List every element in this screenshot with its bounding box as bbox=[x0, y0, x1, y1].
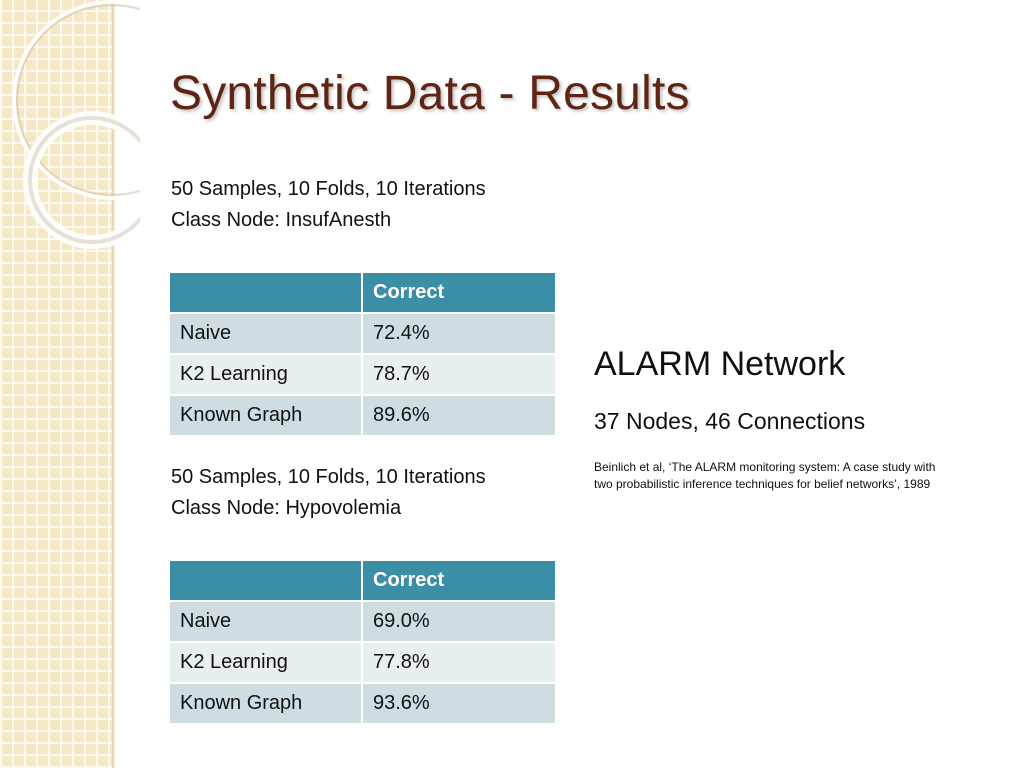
network-title: ALARM Network bbox=[594, 345, 846, 383]
table-header-row bbox=[169, 272, 556, 313]
table-row bbox=[169, 395, 556, 436]
experiment-2-class-node: Class Node: Hypovolemia bbox=[171, 497, 402, 519]
network-stats: 37 Nodes, 46 Connections bbox=[594, 408, 866, 434]
header-method bbox=[169, 272, 362, 313]
header-method bbox=[169, 560, 362, 601]
experiment-1-info bbox=[171, 174, 486, 236]
method-cell: Naive bbox=[169, 601, 362, 642]
header-correct: Correct bbox=[362, 560, 556, 601]
slide-title: Synthetic Data - Results bbox=[170, 67, 690, 120]
results-table-insufanesth bbox=[168, 271, 557, 437]
correct-cell: 77.8% bbox=[362, 642, 556, 683]
experiment-2-setup: 50 Samples, 10 Folds, 10 Iterations bbox=[171, 466, 486, 488]
correct-cell: 78.7% bbox=[362, 354, 556, 395]
decorative-rings bbox=[0, 0, 140, 260]
correct-cell: 72.4% bbox=[362, 313, 556, 354]
method-cell: Known Graph bbox=[169, 395, 362, 436]
correct-cell: 69.0% bbox=[362, 601, 556, 642]
results-table-hypovolemia bbox=[168, 559, 557, 725]
method-cell: Known Graph bbox=[169, 683, 362, 724]
table-header-row bbox=[169, 560, 556, 601]
experiment-1-class-node: Class Node: InsufAnesth bbox=[171, 209, 392, 231]
table-row bbox=[169, 601, 556, 642]
method-cell: K2 Learning bbox=[169, 354, 362, 395]
correct-cell: 89.6% bbox=[362, 395, 556, 436]
table-row bbox=[169, 313, 556, 354]
table-row bbox=[169, 642, 556, 683]
experiment-2-info bbox=[171, 462, 486, 524]
correct-cell: 93.6% bbox=[362, 683, 556, 724]
citation: Beinlich et al, ‘The ALARM monitoring system: A case study with two probabilistic inference techniques for belief networks’, 1989 bbox=[594, 460, 936, 491]
table-row bbox=[169, 354, 556, 395]
experiment-1-setup: 50 Samples, 10 Folds, 10 Iterations bbox=[171, 178, 486, 200]
table-row bbox=[169, 683, 556, 724]
method-cell: K2 Learning bbox=[169, 642, 362, 683]
method-cell: Naive bbox=[169, 313, 362, 354]
header-correct: Correct bbox=[362, 272, 556, 313]
